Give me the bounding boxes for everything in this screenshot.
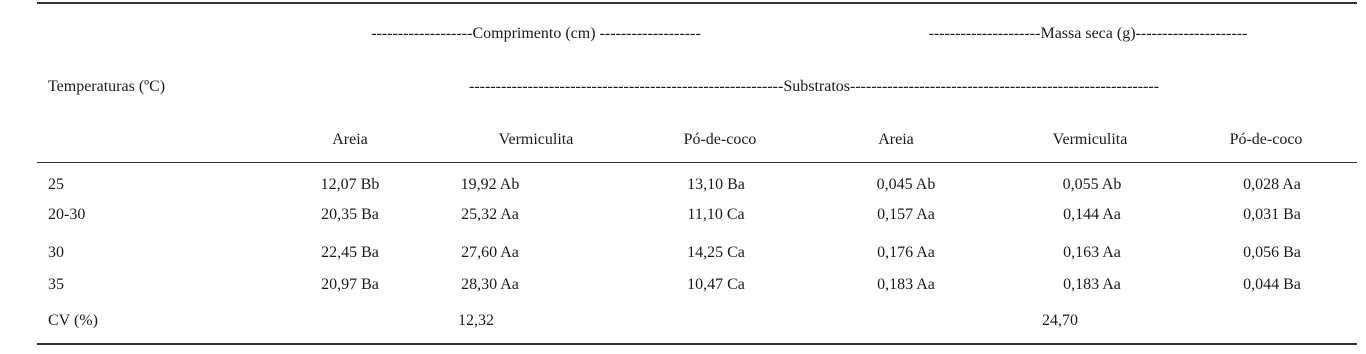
column-header: Vermiculita	[1052, 131, 1128, 148]
table-cell: 0,183 Aa	[877, 276, 935, 293]
column-header: Areia	[878, 131, 914, 148]
table-cell: 12,07 Bb	[320, 176, 380, 193]
table-cell: 13,10 Ba	[687, 176, 745, 193]
row-label-header: Temperaturas (ºC)	[48, 78, 166, 95]
table-cell: 28,30 Aa	[461, 276, 519, 293]
table-cell: 11,10 Ca	[687, 206, 745, 223]
table-cell: 0,157 Aa	[877, 206, 935, 223]
bottom-rule	[37, 343, 1357, 345]
table-cell: 0,031 Ba	[1243, 206, 1301, 223]
row-label: 25	[48, 176, 64, 193]
group-header-massa-seca: ---------------------Massa seca (g)---------------------	[928, 25, 1248, 42]
table-cell: 10,47 Ca	[687, 276, 745, 293]
cv-massa-seca: 24,70	[1042, 312, 1078, 329]
column-header: Areia	[332, 131, 368, 148]
table-cell: 22,45 Ba	[321, 244, 379, 261]
table-cell: 0,056 Ba	[1243, 244, 1301, 261]
table-cell: 0,163 Aa	[1063, 244, 1121, 261]
table-cell: 0,144 Aa	[1063, 206, 1121, 223]
table-cell: 0,055 Ab	[1062, 176, 1122, 193]
table-cell: 0,176 Aa	[877, 244, 935, 261]
table-cell: 0,045 Ab	[876, 176, 936, 193]
column-header: Pó-de-coco	[1229, 131, 1303, 148]
top-rule	[37, 2, 1357, 4]
row-label: 35	[48, 276, 64, 293]
group-header-comprimento: -------------------Comprimento (cm) -------------------	[371, 25, 701, 42]
substrates-header: -----------------------------------------------------------Substratos----------------------------------------------------------	[468, 78, 1160, 95]
header-bottom-rule	[37, 162, 1357, 163]
table-cell: 0,044 Ba	[1243, 276, 1301, 293]
table-cell: 19,92 Ab	[460, 176, 520, 193]
table-cell: 0,028 Aa	[1243, 176, 1301, 193]
column-header: Pó-de-coco	[683, 131, 757, 148]
row-label: 20-30	[48, 206, 86, 223]
table-cell: 0,183 Aa	[1063, 276, 1121, 293]
table-cell: 25,32 Aa	[461, 206, 519, 223]
table-cell: 27,60 Aa	[461, 244, 519, 261]
cv-comprimento: 12,32	[458, 312, 494, 329]
column-header: Vermiculita	[498, 131, 574, 148]
table-cell: 20,35 Ba	[321, 206, 379, 223]
row-label: 30	[48, 244, 64, 261]
table-cell: 14,25 Ca	[687, 244, 745, 261]
cv-label: CV (%)	[48, 312, 98, 329]
table-cell: 20,97 Ba	[321, 276, 379, 293]
